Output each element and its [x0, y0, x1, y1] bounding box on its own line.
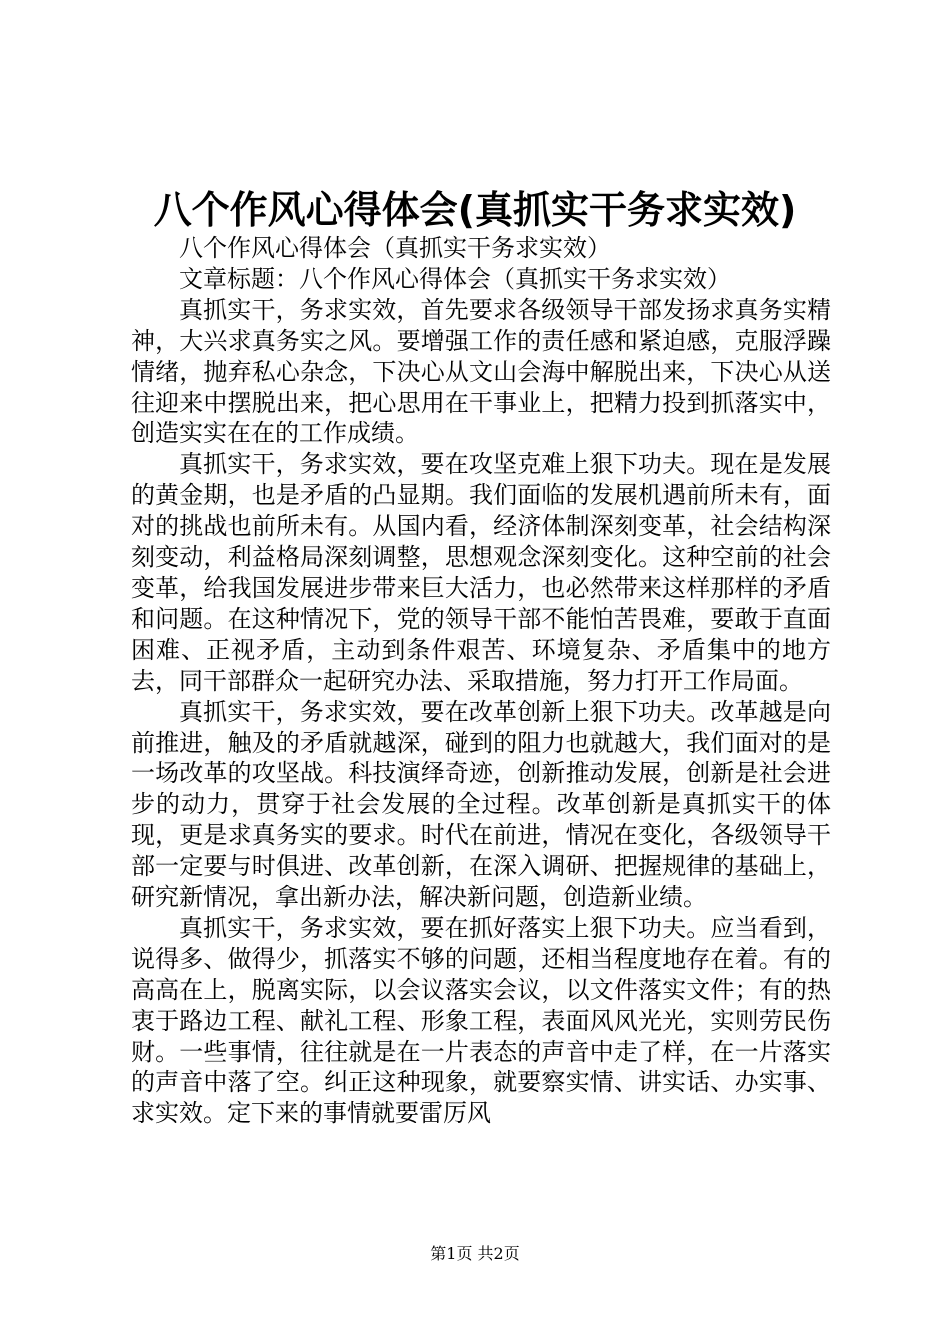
paragraph-3: 真抓实干，务求实效，要在改革创新上狠下功夫。改革越是向前推进，触及的矛盾就越深，碰到的阻力也就越大，我们面对的是一场改革的攻坚战。科技演绎奇迹，创新推动发展，创新是社会进步的动力，贯穿于社会发展的全过程。改革创新是真抓实干的体现，更是求真务实的要求。时代在前进，情况在变化，各级领导干部一定要与时俱进、改革创新，在深入调研、把握规律的基础上，研究新情况，拿出新办法，解决新问题，创造新业绩。 — [131, 697, 831, 912]
document-subtitle: 八个作风心得体会（真抓实干务求实效） — [179, 234, 611, 262]
paragraph-2: 真抓实干，务求实效，要在攻坚克难上狠下功夫。现在是发展的黄金期，也是矛盾的凸显期。我们面临的发展机遇前所未有，面对的挑战也前所未有。从国内看，经济体制深刻变革，社会结构深刻变动，利益格局深刻调整，思想观念深刻变化。这种空前的社会变革，给我国发展进步带来巨大活力，也必然带来这样那样的矛盾和问题。在这种情况下，党的领导干部不能怕苦畏难，要敢于直面困难、正视矛盾，主动到条件艰苦、环境复杂、矛盾集中的地方去，同干部群众一起研究办法、采取措施，努力打开工作局面。 — [131, 450, 831, 695]
article-title-line: 文章标题：八个作风心得体会（真抓实干务求实效） — [179, 264, 731, 293]
document-body — [131, 233, 831, 1129]
page-number-footer: 第1页 共2页 — [430, 1244, 520, 1263]
paragraph-1: 真抓实干，务求实效，首先要求各级领导干部发扬求真务实精神，大兴求真务实之风。要增强工作的责任感和紧迫感，克服浮躁情绪，抛弃私心杂念，下决心从文山会海中解脱出来，下决心从送往迎来中摆脱出来，把心思用在干事业上，把精力投到抓落实中，创造实实在在的工作成绩。 — [131, 295, 831, 448]
paragraph-4: 真抓实干，务求实效，要在抓好落实上狠下功夫。应当看到，说得多、做得少，抓落实不够的问题，还相当程度地存在着。有的高高在上，脱离实际，以会议落实会议，以文件落实文件；有的热衷于路边工程、献礼工程、形象工程，表面风风光光，实则劳民伤财。一些事情，往往就是在一片表态的声音中走了样，在一片落实的声音中落了空。纠正这种现象，就要察实情、讲实话、办实事、求实效。定下来的事情就要雷厉风 — [131, 913, 831, 1128]
document-title: 八个作风心得体会(真抓实干务求实效) — [153, 188, 797, 232]
